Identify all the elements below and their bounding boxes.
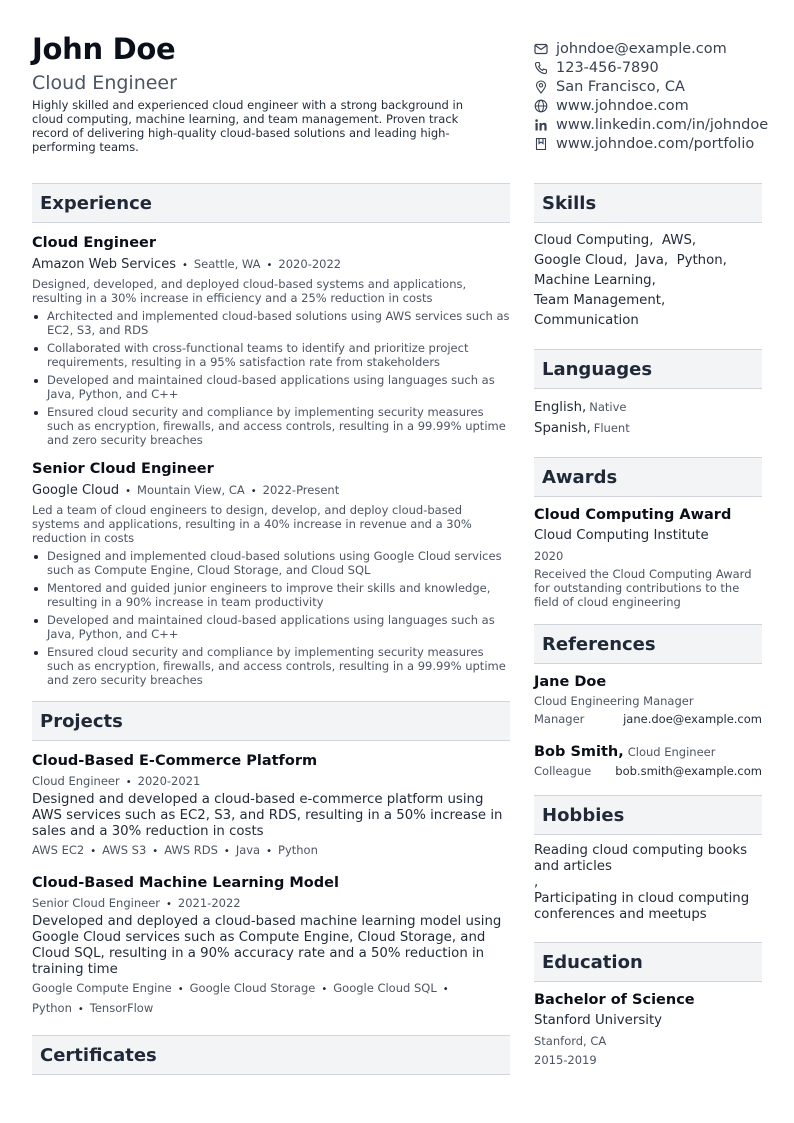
language-item: English, Native	[534, 400, 627, 415]
tech-tag: Google Cloud Storage	[189, 981, 316, 995]
job-company: Google Cloud	[32, 483, 120, 498]
award-org: Cloud Computing Institute	[534, 528, 709, 543]
education-school: Stanford University	[534, 1013, 663, 1028]
hobby-item: Participating in cloud computing conferences and meetups	[534, 891, 750, 922]
award-item	[534, 505, 762, 609]
project-item	[32, 873, 510, 1019]
skill-item: Communication	[534, 313, 639, 328]
language-level: Native	[589, 400, 627, 414]
job-bullet: Developed and maintained cloud-based applications using languages such as Java, Python, and C++	[32, 373, 510, 401]
section-certificates-header: Certificates	[32, 1035, 510, 1075]
job-location: Mountain View, CA	[137, 483, 245, 497]
section-awards-header: Awards	[534, 457, 762, 497]
project-role: Cloud Engineer	[32, 774, 120, 788]
tech-tag: TensorFlow	[89, 1001, 154, 1015]
reference-position: Cloud Engineer	[627, 745, 716, 759]
reference-item	[534, 672, 762, 728]
left-column	[32, 183, 510, 1075]
separator-dot: •	[152, 846, 159, 857]
section-skills-header: Skills	[534, 183, 762, 223]
separator-dot: •	[125, 777, 132, 788]
separator-dot: •	[442, 984, 449, 995]
contact-portfolio[interactable]	[534, 134, 794, 153]
separator-dot: •	[177, 984, 184, 995]
tech-tag: Google Compute Engine	[32, 981, 172, 995]
job-bullet: Ensured cloud security and compliance by implementing security measures such as encryption, firewalls, and access controls, resulting in a 99.99% uptime and zero security breaches	[32, 405, 510, 447]
portfolio-icon	[534, 137, 548, 151]
candidate-role: Cloud Engineer	[32, 72, 177, 94]
project-dates: 2020-2021	[137, 774, 201, 788]
project-dates: 2021-2022	[177, 896, 241, 910]
award-description: Received the Cloud Computing Award for outstanding contributions to the field of cloud engineering	[534, 567, 752, 609]
job-bullet: Ensured cloud security and compliance by implementing security measures such as encryption, firewalls, and access controls, resulting in a 99.99% uptime and zero security breaches	[32, 645, 510, 687]
contact-linkedin[interactable]	[534, 115, 794, 134]
reference-name: Bob Smith	[534, 744, 619, 760]
contact-location	[534, 77, 794, 96]
contact-email[interactable]	[534, 39, 794, 58]
phone-icon	[534, 61, 548, 75]
job-description: Designed, developed, and deployed cloud-based systems and applications, resulting in a 30% increase in efficiency and a 25% reduction in costs	[32, 277, 467, 305]
summary: Highly skilled and experienced cloud engineer with a strong background in cloud computing, machine learning, and team management. Proven track record of delivering high-quality cloud-based solutions and leading high-performing teams.	[32, 98, 463, 154]
project-tech-list	[32, 841, 510, 861]
section-references-header: References	[534, 624, 762, 664]
separator-dot: •	[321, 984, 328, 995]
hobby-separator: ,	[534, 875, 539, 890]
separator-dot: •	[266, 846, 273, 857]
tech-tag: Java	[235, 843, 261, 857]
section-hobbies-header: Hobbies	[534, 795, 762, 835]
section-projects-header: Projects	[32, 701, 510, 741]
contact-email-text: johndoe@example.com	[556, 40, 727, 57]
location-icon	[534, 80, 548, 94]
reference-item	[534, 742, 762, 780]
skills-list: Cloud Computing, AWS, Google Cloud, Java, Python, Machine Learning, Team Management, Communication	[534, 233, 727, 328]
reference-name: Jane Doe	[534, 674, 607, 690]
award-title: Cloud Computing Award	[534, 507, 732, 523]
skill-item: Team Management	[534, 293, 661, 308]
separator-dot: •	[125, 486, 132, 497]
job-bullet: Collaborated with cross-functional teams to identify and prioritize project requirements, resulting in a 95% satisfaction rate from stakeholders	[32, 341, 510, 369]
candidate-name: John Doe	[32, 32, 176, 66]
job-bullet: Architected and implemented cloud-based solutions using AWS services such as EC2, S3, and RDS	[32, 309, 510, 337]
job-title: Cloud Engineer	[32, 235, 157, 251]
project-title: Cloud-Based E-Commerce Platform	[32, 753, 318, 769]
skill-item: Cloud Computing	[534, 233, 650, 248]
project-item	[32, 751, 510, 861]
reference-details	[534, 762, 762, 780]
project-meta	[32, 771, 510, 791]
award-year: 2020	[534, 549, 564, 563]
separator-dot: •	[181, 260, 188, 271]
separator-dot: •	[90, 846, 97, 857]
contact-phone-text: 123-456-7890	[556, 59, 659, 76]
reference-relation: Manager	[534, 712, 585, 726]
section-languages-header: Languages	[534, 349, 762, 389]
globe-icon	[534, 99, 548, 113]
contact-list	[534, 39, 794, 153]
job-bullets	[32, 549, 510, 687]
job-title: Senior Cloud Engineer	[32, 461, 214, 477]
languages-list	[534, 397, 762, 439]
separator-dot: •	[166, 899, 172, 910]
language-name: Spanish	[534, 421, 587, 436]
language-level: Fluent	[593, 421, 630, 435]
separator-dot: •	[77, 1004, 84, 1015]
education-degree: Bachelor of Science	[534, 992, 695, 1008]
right-column	[534, 183, 762, 1070]
job-description: Led a team of cloud engineers to design, develop, and deploy cloud-based systems and applications, resulting in a 40% increase in revenue and a 30% reduction in costs	[32, 503, 472, 545]
reference-email[interactable]: jane.doe@example.com	[623, 712, 762, 726]
job-meta	[32, 479, 510, 501]
skill-item: Machine Learning	[534, 273, 652, 288]
contact-linkedin-text: www.linkedin.com/in/johndoe	[556, 116, 769, 133]
reference-name-line: Bob Smith, Cloud Engineer	[534, 744, 716, 760]
tech-tag: Google Cloud SQL	[333, 981, 437, 995]
reference-email[interactable]: bob.smith@example.com	[615, 764, 762, 778]
contact-website-text: www.johndoe.com	[556, 97, 689, 114]
job-bullets	[32, 309, 510, 447]
project-title: Cloud-Based Machine Learning Model	[32, 875, 339, 891]
tech-tag: AWS S3	[102, 843, 147, 857]
language-name: English	[534, 400, 583, 415]
skill-item: Python	[676, 253, 723, 268]
reference-details	[534, 710, 762, 728]
experience-item	[32, 459, 510, 687]
tech-tag: Python	[278, 843, 318, 857]
project-role: Senior Cloud Engineer	[32, 896, 160, 910]
contact-website[interactable]	[534, 96, 794, 115]
mail-icon	[534, 42, 548, 56]
reference-position: Cloud Engineering Manager	[534, 694, 694, 708]
job-dates: 2022-Present	[262, 483, 340, 497]
job-bullet: Mentored and guided junior engineers to improve their skills and knowledge, resulting in a 90% increase in team productivity	[32, 581, 510, 609]
skill-item: Java	[635, 253, 664, 268]
contact-phone[interactable]	[534, 58, 794, 77]
separator-dot: •	[250, 486, 257, 497]
project-description: Designed and developed a cloud-based e-commerce platform using AWS services such as EC2, S3, and RDS, resulting in a 50% increase in sales and a 30% reduction in costs	[32, 792, 503, 839]
linkedin-icon	[534, 118, 548, 132]
section-education-header: Education	[534, 942, 762, 982]
project-meta	[32, 893, 510, 913]
project-tech-list	[32, 979, 510, 1019]
job-location: Seattle, WA	[193, 257, 261, 271]
experience-item	[32, 233, 510, 447]
hobbies-list	[534, 843, 762, 923]
hobby-item: Reading cloud computing books and articles	[534, 843, 748, 874]
contact-portfolio-text: www.johndoe.com/portfolio	[556, 135, 755, 152]
skill-item: AWS	[661, 233, 692, 248]
tech-tag: AWS RDS	[164, 843, 218, 857]
separator-dot: •	[266, 260, 273, 271]
education-item	[534, 990, 762, 1070]
language-item: Spanish, Fluent	[534, 421, 630, 436]
tech-tag: Python	[32, 1001, 72, 1015]
project-description: Developed and deployed a cloud-based machine learning model using Google Cloud services such as Compute Engine, Cloud Storage, and Cloud SQL, resulting in a 90% accuracy rate and a 50% reduction in training time	[32, 914, 502, 977]
education-location: Stanford, CA	[534, 1034, 607, 1048]
job-dates: 2020-2022	[278, 257, 342, 271]
skill-item: Google Cloud	[534, 253, 624, 268]
contact-location-text: San Francisco, CA	[556, 78, 685, 95]
education-dates: 2015-2019	[534, 1053, 597, 1067]
job-bullet: Developed and maintained cloud-based applications using languages such as Java, Python, and C++	[32, 613, 510, 641]
reference-relation: Colleague	[534, 764, 592, 778]
section-experience-header: Experience	[32, 183, 510, 223]
job-meta	[32, 253, 510, 275]
job-company: Amazon Web Services	[32, 257, 176, 272]
job-bullet: Designed and implemented cloud-based solutions using Google Cloud services such as Compute Engine, Cloud Storage, and Cloud SQL	[32, 549, 510, 577]
separator-dot: •	[223, 846, 230, 857]
tech-tag: AWS EC2	[32, 843, 85, 857]
